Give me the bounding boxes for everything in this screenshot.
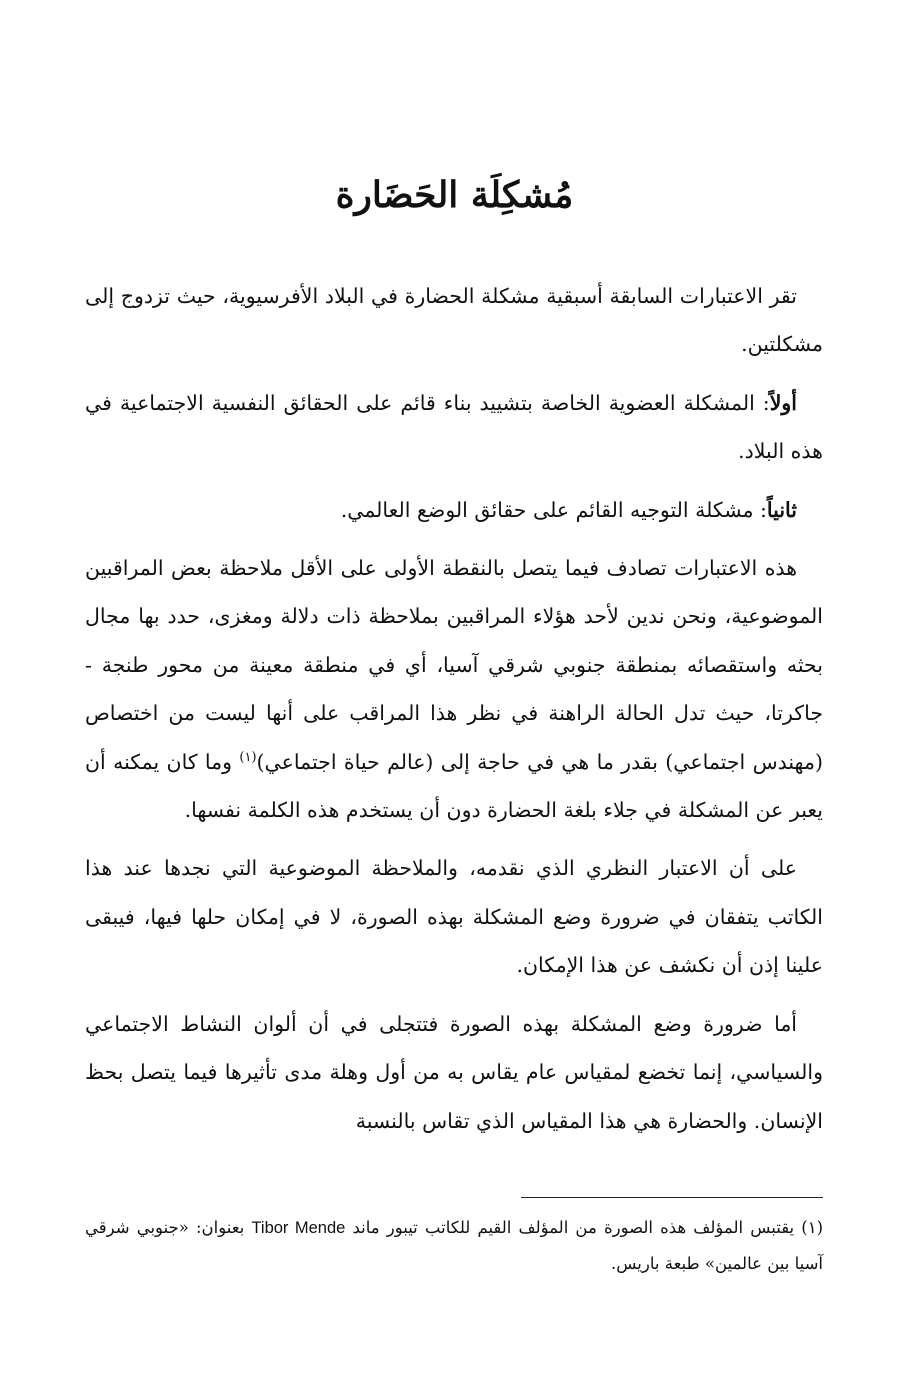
- paragraph-theory: على أن الاعتبار النظري الذي نقدمه، والملاحظة الموضوعية التي نجدها عند هذا الكاتب يتفقان في ضرورة وضع المشكلة بهذه الصورة، لا في إمكان حلها فيها، فيبقى علينا إذن أن نكشف عن هذا الإمكان.: [85, 856, 823, 978]
- paragraph-observer: [85, 544, 823, 834]
- main-text: [85, 272, 823, 1155]
- paragraph-first-point: [85, 379, 823, 476]
- footnote-marker: (١): [801, 1218, 824, 1237]
- footnote-text-after: بعنوان: «جنوبي شرقي آسيا بين عالمين» طبعة باريس.: [85, 1218, 823, 1273]
- second-point-text: : مشكلة التوجيه القائم على حقائق الوضع العالمي.: [340, 497, 767, 522]
- first-point-label: أولاً: [769, 390, 797, 415]
- paragraph-intro: تقر الاعتبارات السابقة أسبقية مشكلة الحضارة في البلاد الأفرسيوية، حيث تزدوج إلى مشكلتين.: [85, 284, 823, 357]
- paragraph-second-point: [85, 486, 823, 534]
- observer-text-before: هذه الاعتبارات تصادف فيما يتصل بالنقطة الأولى على الأقل ملاحظة بعض المراقبين الموضوعية، ونحن ندين لأحد هؤلاء المراقبين بملاحظة ذات دلالة ومغزى، حدد بها مجال بحثه واستقصائه بمنطقة جنوبي شرقي آسيا، أي في منطقة معينة من محور طنجة - جاكرتا، حيث تدل الحالة الراهنة في نظر هذا المراقب على أنها ليست من اختصاص (مهندس اجتماعي) بقدر ما هي في حاجة إلى (عالم حياة اجتماعي): [85, 556, 823, 774]
- footnote-reference[interactable]: (١): [239, 749, 257, 765]
- page-title: مُشكِلَة الحَضَارة: [335, 174, 574, 217]
- footnote-text-before: يقتبس المؤلف هذه الصورة من المؤلف القيم للكاتب تيبور ماند: [345, 1218, 802, 1237]
- second-point-label: ثانياً: [766, 497, 797, 522]
- paragraph-necessity: أما ضرورة وضع المشكلة بهذه الصورة فتتجلى في أن ألوان النشاط الاجتماعي والسياسي، إنما تخضع لمقياس عام يقاس به من أول وهلة مدى تأثيرها فيما يتصل بحظ الإنسان. والحضارة هي هذا المقياس الذي تقاس بالنسبة: [85, 1011, 823, 1133]
- footnote-text: [85, 1210, 823, 1282]
- footnote-divider: [521, 1197, 823, 1198]
- footnote-author-latin: Tibor Mende: [251, 1219, 346, 1237]
- footnote: [85, 1210, 823, 1282]
- first-point-text: : المشكلة العضوية الخاصة بتشييد بناء قائم على الحقائق النفسية الاجتماعية في هذه البلاد.: [85, 390, 823, 464]
- observer-text-after: وما كان يمكنه أن يعبر عن المشكلة في جلاء بلغة الحضارة دون أن يستخدم هذه الكلمة نفسها.: [85, 749, 823, 823]
